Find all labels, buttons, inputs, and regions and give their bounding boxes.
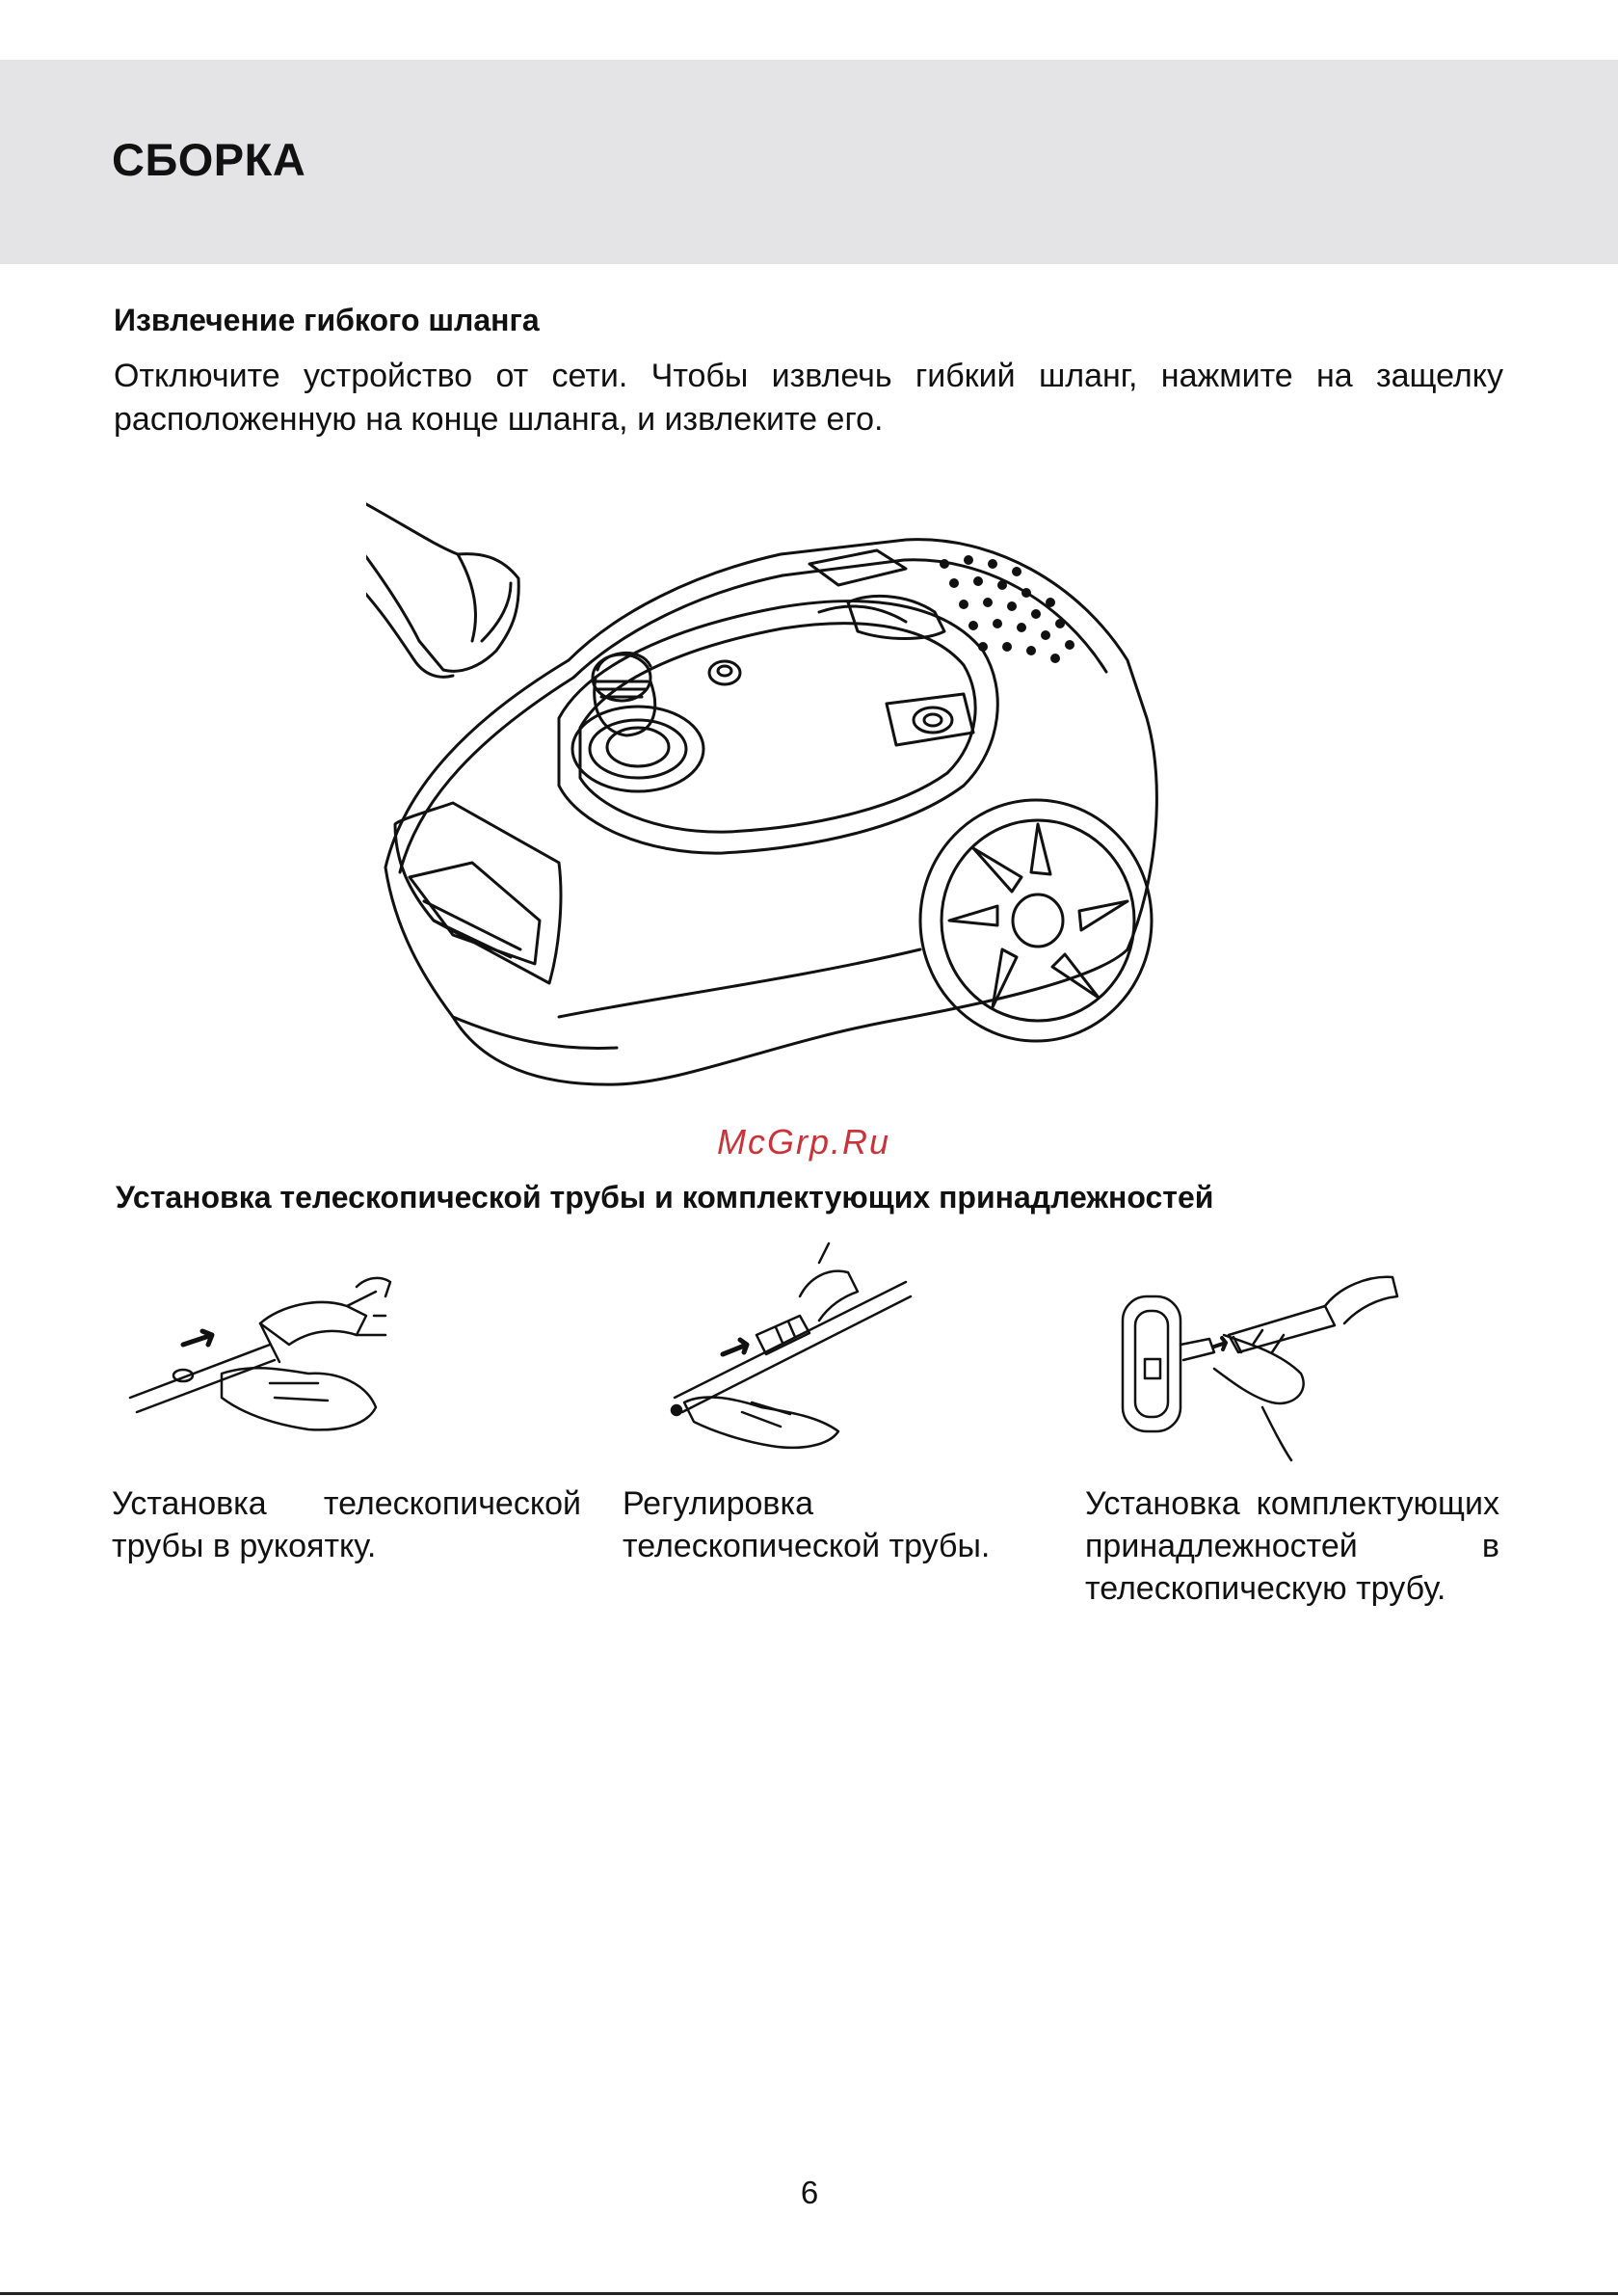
watermark: McGrp.Ru (717, 1122, 891, 1161)
page-number: 6 (800, 2175, 819, 2210)
vacuum-cleaner-illustration (366, 496, 1176, 1094)
step-caption-3: Установка комплектующих принадлежностей в телескопическую трубу. (1085, 1485, 1499, 1607)
section-heading-tube: Установка телескопической трубы и комплектующих принадлежностей (116, 1180, 1214, 1215)
section-heading-hose: Извлечение гибкого шланга (114, 303, 540, 337)
accessory-attachment-illustration (1118, 1239, 1407, 1465)
tube-adjustment-illustration (665, 1239, 920, 1465)
step-caption-1: Установка телескопической трубы в рукоятку. (112, 1485, 581, 1564)
hose-instructions: Отключите устройство от сети. Чтобы извлечь гибкий шланг, нажмите на защелку расположенную на конце шланга, и извлеките его. (114, 358, 1503, 438)
page-title: СБОРКА (112, 134, 306, 185)
bottom-rule (0, 2292, 1618, 2295)
tube-into-handle-illustration (125, 1239, 405, 1465)
step-caption-2: Регулировка телескопической трубы. (623, 1485, 991, 1564)
